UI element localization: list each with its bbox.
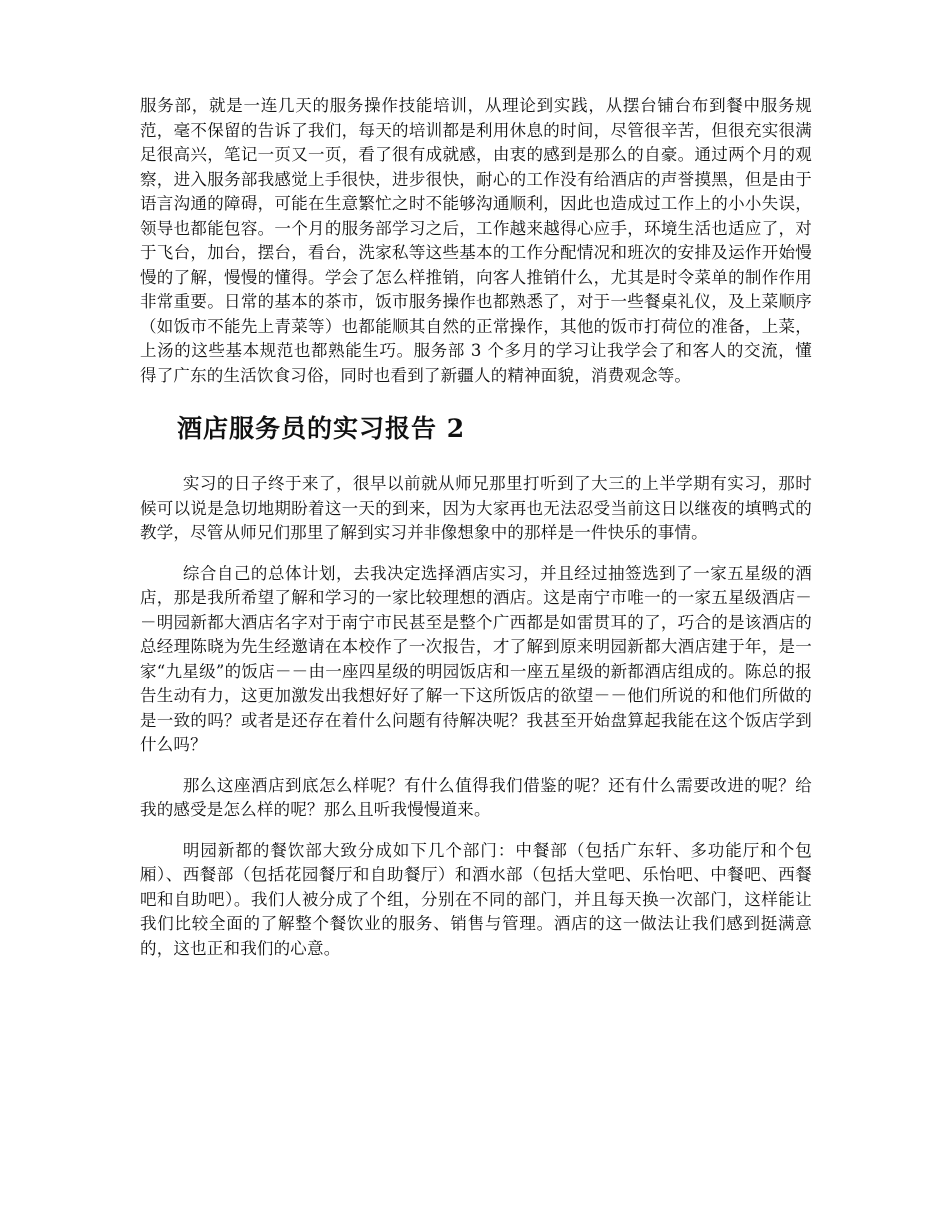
body-paragraph-2: 综合自己的总体计划，去我决定选择酒店实习，并且经过抽签选到了一家五星级的酒店，那是我所希望了解和学习的一家比较理想的酒店。这是南宁市唯一的一家五星级酒店－－明园新都大酒店名字对于南宁市民甚至是整个广西都是如雷贯耳的了，巧合的是该酒店的总经理陈晓为先生经邀请在本校作了一次报告，才了解到原来明园新都大酒店建于年，是一家“九星级”的饭店－－由一座四星级的明园饭店和一座五星级的新都酒店组成的。陈总的报告生动有力，这更加激发出我想好好了解一下这所饭店的欲望－－他们所说的和他们所做的是一致的吗？或者是还存在着什么问题有待解决呢？我甚至开始盘算起我能在这个饭店学到什么吗？ [140, 563, 812, 754]
body-paragraph-4: 明园新都的餐饮部大致分成如下几个部门：中餐部（包括广东轩、多功能厅和个包厢）、西餐部（包括花园餐厅和自助餐厅）和酒水部（包括大堂吧、乐怡吧、中餐吧、西餐吧和自助吧）。我们人被分成了个组，分别在不同的部门，并且每天换一次部门，这样能让我们比较全面的了解整个餐饮业的服务、销售与管理。酒店的这一做法让我们感到挺满意的，这也正和我们的心意。 [140, 840, 812, 958]
body-paragraph-3: 那么这座酒店到底怎么样呢？有什么值得我们借鉴的呢？还有什么需要改进的呢？给我的感受是怎么样的呢？那么且听我慢慢道来。 [140, 775, 812, 819]
intro-paragraph: 服务部，就是一连几天的服务操作技能培训，从理论到实践，从摆台铺台布到餐中服务规范，毫不保留的告诉了我们，每天的培训都是利用休息的时间，尽管很辛苦，但很充实很满足很高兴，笔记一页又一页，看了很有成就感，由衷的感到是那么的自豪。通过两个月的观察，进入服务部我感觉上手很快，进步很快，耐心的工作没有给酒店的声誉摸黑，但是由于语言沟通的障碍，可能在生意繁忙之时不能够沟通顺利，因此也造成过工作上的小小失误，领导也都能包容。一个月的服务部学习之后，工作越来越得心应手，环境生活也适应了，对于飞台，加台，摆台，看台，洗家私等这些基本的工作分配情况和班次的安排及运作开始慢慢的了解，慢慢的懂得。学会了怎么样推销，向客人推销什么，尤其是时令菜单的制作作用非常重要。日常的基本的茶市，饭市服务操作也都熟悉了，对于一些餐桌礼仪，及上菜顺序（如饭市不能先上青菜等）也都能顺其自然的正常操作，其他的饭市打荷位的准备，上菜，上汤的这些基本规范也都熟能生巧。服务部 3 个多月的学习让我学会了和客人的交流，懂得了广东的生活饮食习俗，同时也看到了新疆人的精神面貌，消费观念等。 [140, 96, 812, 385]
document-page [140, 94, 812, 961]
section-heading: 酒店服务员的实习报告 2 [177, 414, 466, 443]
body-paragraph-1: 实习的日子终于来了，很早以前就从师兄那里打听到了大三的上半学期有实习，那时候可以说是急切地期盼着这一天的到来，因为大家再也无法忍受当前这日以继夜的填鸭式的教学，尽管从师兄们那里了解到实习并非像想象中的那样是一件快乐的事情。 [140, 474, 812, 542]
